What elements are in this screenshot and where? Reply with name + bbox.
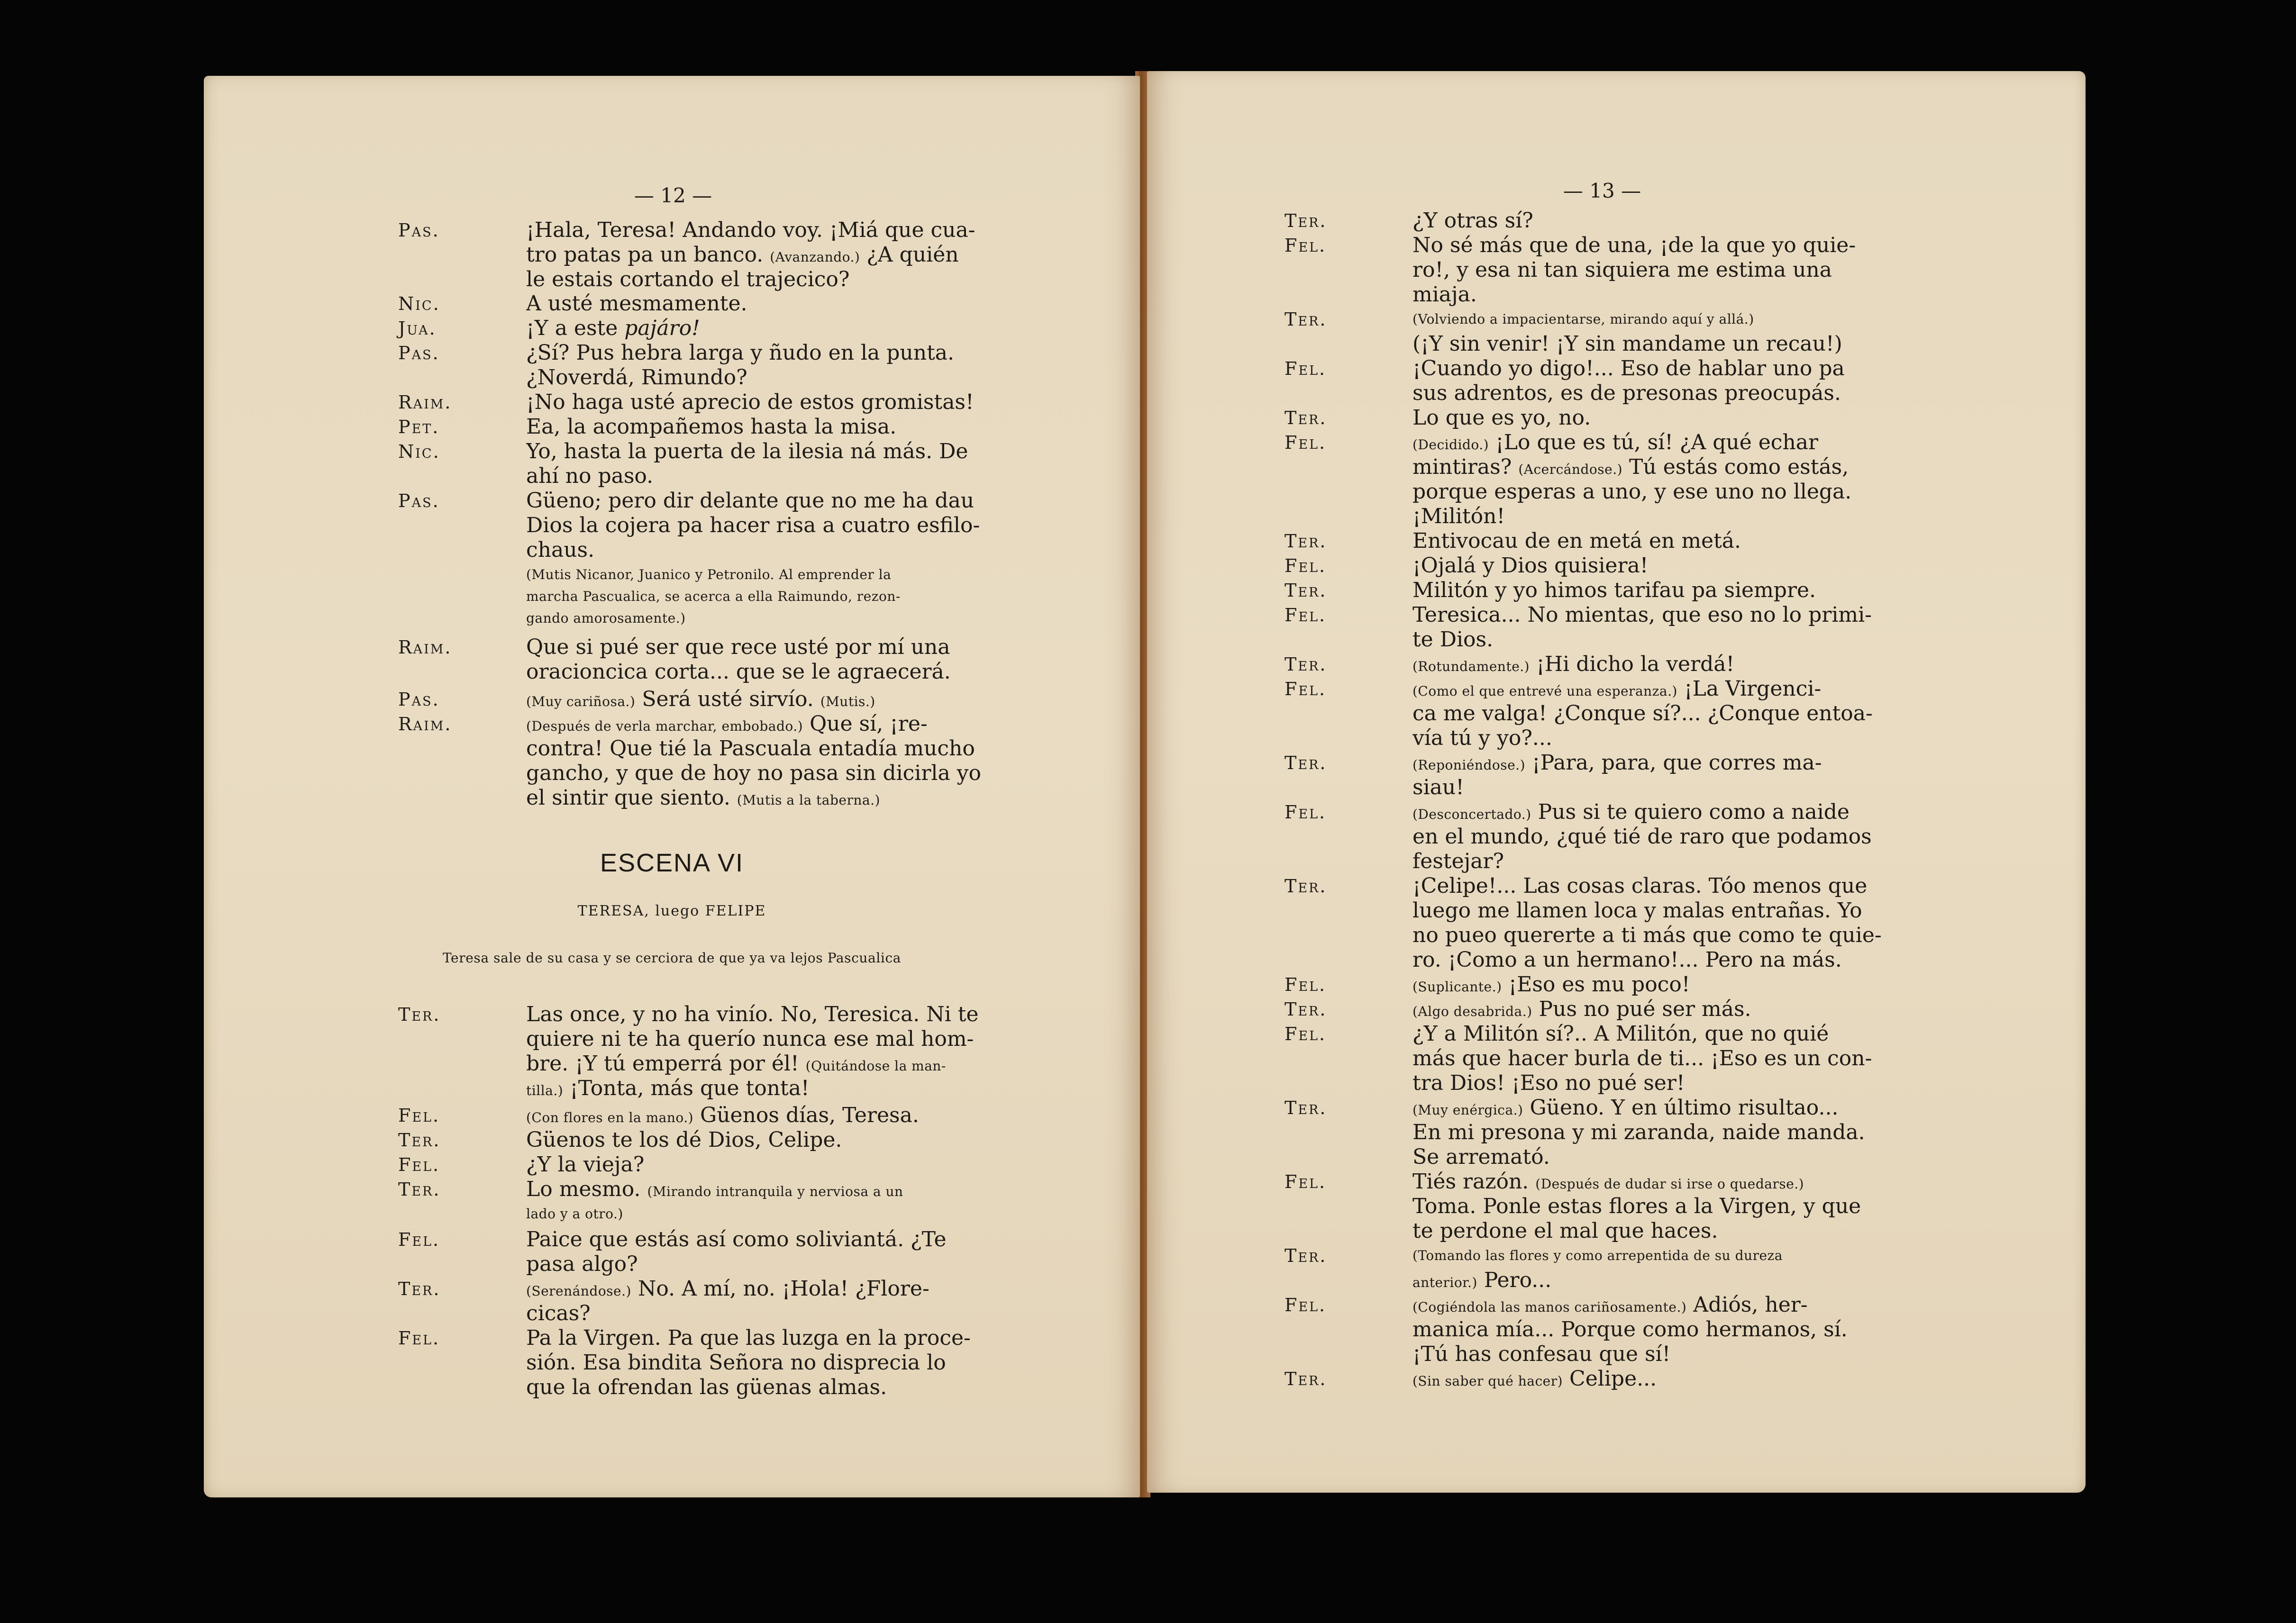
speaker-label: Pet. <box>398 417 440 437</box>
stage-direction: gando amorosamente.) <box>526 610 686 626</box>
dialogue-line: festejar? <box>1412 849 1504 873</box>
stage-direction: (Volviendo a impacientarse, mirando aquí y allá.) <box>1412 311 1754 327</box>
speaker-label: Nic. <box>398 293 440 314</box>
dialogue-line: Se arremató. <box>1412 1145 1550 1169</box>
speaker-label: Ter. <box>1285 753 1327 773</box>
dialogue-line: Las once, y no ha vinío. No, Teresica. Ni te <box>526 1002 979 1026</box>
dialogue-line: Ea, la acompañemos hasta la misa. <box>526 415 897 439</box>
dialogue-line: Yo, hasta la puerta de la ilesia ná más. De <box>526 439 968 463</box>
dialogue-line: ¡Hala, Teresa! Andando voy. ¡Miá que cua- <box>526 218 975 242</box>
dialogue-line: ¿Y a Militón sí?.. A Militón, que no quié <box>1412 1022 1829 1046</box>
dialogue-line: ¿Noverdá, Rimundo? <box>526 365 747 390</box>
speaker-label: Ter. <box>1285 1369 1327 1389</box>
dialogue-line: (Cogiéndola las manos cariñosamente.) Adiós, her- <box>1412 1293 1808 1317</box>
stage-direction: lado y a otro.) <box>526 1206 623 1222</box>
dialogue-line: bre. ¡Y tú emperrá por él! (Quitándose la man- <box>526 1052 946 1076</box>
speaker-label: Raim. <box>398 637 452 658</box>
speaker-label: Fel. <box>398 1105 440 1126</box>
speaker-label: Fel. <box>1285 802 1327 823</box>
dialogue-line: vía tú y yo?... <box>1412 726 1552 750</box>
speaker-label: Ter. <box>1285 531 1327 552</box>
dialogue-line: ¡Militón! <box>1412 504 1505 528</box>
speaker-label: Fel. <box>398 1229 440 1250</box>
dialogue-line: En mi presona y mi zaranda, naide manda. <box>1412 1120 1865 1144</box>
speaker-label: Fel. <box>1285 605 1327 626</box>
dialogue-line: Pa la Virgen. Pa que las luzga en la proce- <box>526 1326 971 1350</box>
speaker-label: Fel. <box>1285 235 1327 256</box>
speaker-label: Ter. <box>1285 408 1327 428</box>
dialogue-line: (Muy cariñosa.) Será usté sirvío. (Mutis.) <box>526 687 875 711</box>
dialogue-line: luego me llamen loca y malas entrañas. Yo <box>1412 898 1862 923</box>
speaker-label: Ter. <box>1285 999 1327 1020</box>
dialogue-line: te Dios. <box>1412 627 1494 652</box>
dialogue-line: anterior.) Pero... <box>1412 1268 1552 1292</box>
dialogue-line: miaja. <box>1412 282 1477 307</box>
dialogue-line: tilla.) ¡Tonta, más que tonta! <box>526 1076 810 1100</box>
speaker-label: Ter. <box>1285 210 1327 231</box>
speaker-label: Ter. <box>1285 1245 1327 1266</box>
dialogue-line: ¡Ojalá y Dios quisiera! <box>1412 553 1649 578</box>
speaker-label: Fel. <box>1285 432 1327 453</box>
dialogue-line: Toma. Ponle estas flores a la Virgen, y que <box>1412 1194 1861 1218</box>
dialogue-line: ¿Sí? Pus hebra larga y ñudo en la punta. <box>526 341 954 365</box>
dialogue-line: ¡Y a este pajáro! <box>526 316 700 340</box>
page-number: — 13 — <box>1563 179 1641 202</box>
scene-cast: TERESA, luego FELIPE <box>577 903 766 919</box>
scene-title: ESCENA VI <box>600 849 744 877</box>
dialogue-line: manica mía... Porque como hermanos, sí. <box>1412 1317 1848 1342</box>
dialogue-line: sus adrentos, es de presonas preocupás. <box>1412 381 1841 405</box>
speaker-label: Ter. <box>1285 309 1327 330</box>
speaker-label: Ter. <box>1285 876 1327 897</box>
dialogue-line: tra Dios! ¡Eso no pué ser! <box>1412 1071 1685 1095</box>
dialogue-line: (Después de verla marchar, embobado.) Que sí, ¡re- <box>526 712 928 736</box>
speaker-label: Nic. <box>398 441 440 462</box>
dialogue-line: Lo mesmo. (Mirando intranquila y nerviosa a un <box>526 1177 903 1201</box>
dialogue-line: no pueo quererte a ti más que como te quie- <box>1412 923 1882 947</box>
dialogue-line: quiere ni te ha querío nunca ese mal hom- <box>526 1027 974 1051</box>
dialogue-line: (Sin saber qué hacer) Celipe... <box>1412 1367 1657 1391</box>
speaker-label: Ter. <box>398 1004 441 1025</box>
dialogue-line: porque esperas a uno, y ese uno no llega. <box>1412 480 1852 504</box>
speaker-label: Fel. <box>1285 1024 1327 1044</box>
dialogue-line: ¿Y la vieja? <box>526 1152 645 1177</box>
speaker-label: Pas. <box>398 689 440 710</box>
dialogue-line: (Serenándose.) No. A mí, no. ¡Hola! ¿Flore- <box>526 1277 929 1301</box>
dialogue-line: ¿Y otras sí? <box>1412 209 1533 233</box>
dialogue-line: en el mundo, ¿qué tié de raro que podamos <box>1412 825 1872 849</box>
dialogue-line: que la ofrendan las güenas almas. <box>526 1375 887 1399</box>
dialogue-line: (Con flores en la mano.) Güenos días, Teresa. <box>526 1103 919 1127</box>
speaker-label: Pas. <box>398 220 440 241</box>
speaker-label: Ter. <box>1285 1097 1327 1118</box>
dialogue-line: oracioncica corta... que se le agraecerá. <box>526 660 951 684</box>
dialogue-line: (Decidido.) ¡Lo que es tú, sí! ¿A qué echar <box>1412 430 1819 454</box>
speaker-label: Ter. <box>398 1278 441 1299</box>
dialogue-line: (Suplicante.) ¡Eso es mu poco! <box>1412 972 1690 997</box>
dialogue-line: ahí no paso. <box>526 464 654 488</box>
dialogue-line: ¡Celipe!... Las cosas claras. Tóo menos que <box>1412 874 1868 898</box>
stage-direction: (Avanzando.) <box>770 249 860 265</box>
speaker-label: Ter. <box>398 1130 441 1151</box>
speaker-label: Fel. <box>1285 555 1327 576</box>
speaker-label: Fel. <box>1285 1295 1327 1315</box>
dialogue-line: Lo que es yo, no. <box>1412 406 1591 430</box>
speaker-label: Ter. <box>1285 580 1327 601</box>
dialogue-line: le estais cortando el trajecico? <box>526 267 850 291</box>
dialogue-line: A usté mesmamente. <box>526 291 747 316</box>
dialogue-line: (Como el que entrevé una esperanza.) ¡La Virgenci- <box>1412 677 1822 701</box>
dialogue-line: ro!, y esa ni tan siquiera me estima una <box>1412 258 1832 282</box>
left-page <box>204 76 1140 1497</box>
stage-direction: (Tomando las flores y como arrepentida de su dureza <box>1412 1248 1783 1263</box>
speaker-label: Raim. <box>398 714 452 734</box>
dialogue-line: sión. Esa bindita Señora no disprecia lo <box>526 1351 946 1375</box>
speaker-label: Raim. <box>398 392 452 413</box>
dialogue-line: el sintir que siento. (Mutis a la taberna.) <box>526 786 880 810</box>
dialogue-line: Güenos te los dé Dios, Celipe. <box>526 1128 842 1152</box>
dialogue-line: Dios la cojera pa hacer risa a cuatro esfilo- <box>526 513 980 537</box>
dialogue-line: (Reponiéndose.) ¡Para, para, que corres ma- <box>1412 751 1822 775</box>
scene-direction: Teresa sale de su casa y se cerciora de que ya va lejos Pascualica <box>442 950 902 966</box>
dialogue-line: (Desconcertado.) Pus si te quiero como a naide <box>1412 800 1850 824</box>
stage-direction: marcha Pascualica, se acerca a ella Raimundo, rezon- <box>526 589 901 604</box>
speaker-label: Fel. <box>398 1154 440 1175</box>
dialogue-line: Que si pué ser que rece usté por mí una <box>526 635 950 659</box>
dialogue-line: siau! <box>1412 775 1464 799</box>
dialogue-line: ¡No haga usté aprecio de estos gromistas! <box>526 390 974 414</box>
dialogue-line: te perdone el mal que haces. <box>1412 1219 1718 1243</box>
speaker-label: Fel. <box>1285 679 1327 699</box>
dialogue-line: Paice que estás así como soliviantá. ¿Te <box>526 1227 947 1251</box>
speaker-label: Pas. <box>398 343 440 363</box>
dialogue-line: gancho, y que de hoy no pasa sin dicirla yo <box>526 761 982 785</box>
dialogue-line: mintiras? (Acercándose.) Tú estás como estás, <box>1412 455 1849 479</box>
speaker-label: Fel. <box>1285 358 1327 379</box>
speaker-label: Ter. <box>398 1179 441 1200</box>
dialogue-line: ro. ¡Como a un hermano!... Pero na más. <box>1412 948 1842 972</box>
dialogue-line: Teresica... No mientas, que eso no lo primi- <box>1412 603 1872 627</box>
right-page <box>1147 71 2086 1493</box>
dialogue-line: Tiés razón. (Después de dudar si irse o quedarse.) <box>1412 1170 1804 1194</box>
stage-direction: (Mutis Nicanor, Juanico y Petronilo. Al emprender la <box>526 567 892 582</box>
speaker-label: Jua. <box>398 318 437 339</box>
dialogue-line: ca me valga! ¿Conque sí?... ¿Conque entoa- <box>1412 701 1873 725</box>
dialogue-line: pasa algo? <box>526 1252 638 1276</box>
speaker-label: Fel. <box>1285 1171 1327 1192</box>
dialogue-line: ¡Cuando yo digo!... Eso de hablar uno pa <box>1412 356 1845 381</box>
dialogue-line: No sé más que de una, ¡de la que yo quie- <box>1412 233 1856 257</box>
dialogue-line: Entivocau de en metá en metá. <box>1412 529 1741 553</box>
dialogue-line: (Rotundamente.) ¡Hi dicho la verdá! <box>1412 652 1735 676</box>
page-number: — 12 — <box>634 184 712 207</box>
dialogue-line: (Algo desabrida.) Pus no pué ser más. <box>1412 997 1751 1021</box>
speaker-label: Pas. <box>398 490 440 511</box>
speaker-label: Fel. <box>1285 974 1327 995</box>
speaker-label: Fel. <box>398 1328 440 1349</box>
dialogue-line: Militón y yo himos tarifau pa siempre. <box>1412 578 1816 602</box>
dialogue-line: contra! Que tié la Pascuala entadía mucho <box>526 736 975 761</box>
dialogue-line: más que hacer burla de ti... ¡Eso es un con- <box>1412 1046 1872 1070</box>
dialogue-line: tro patas pa un banco. (Avanzando.) ¿A quién <box>526 243 959 267</box>
dialogue-line: (¡Y sin venir! ¡Y sin mandame un recau!) <box>1412 332 1842 356</box>
dialogue-line: chaus. <box>526 538 595 562</box>
dialogue-line: cicas? <box>526 1301 591 1325</box>
dialogue-line: Güeno; pero dir delante que no me ha dau <box>526 489 975 513</box>
dialogue-line: (Muy enérgica.) Güeno. Y en último risultao... <box>1412 1096 1839 1120</box>
speaker-label: Ter. <box>1285 654 1327 675</box>
dialogue-line: ¡Tú has confesau que sí! <box>1412 1342 1671 1366</box>
